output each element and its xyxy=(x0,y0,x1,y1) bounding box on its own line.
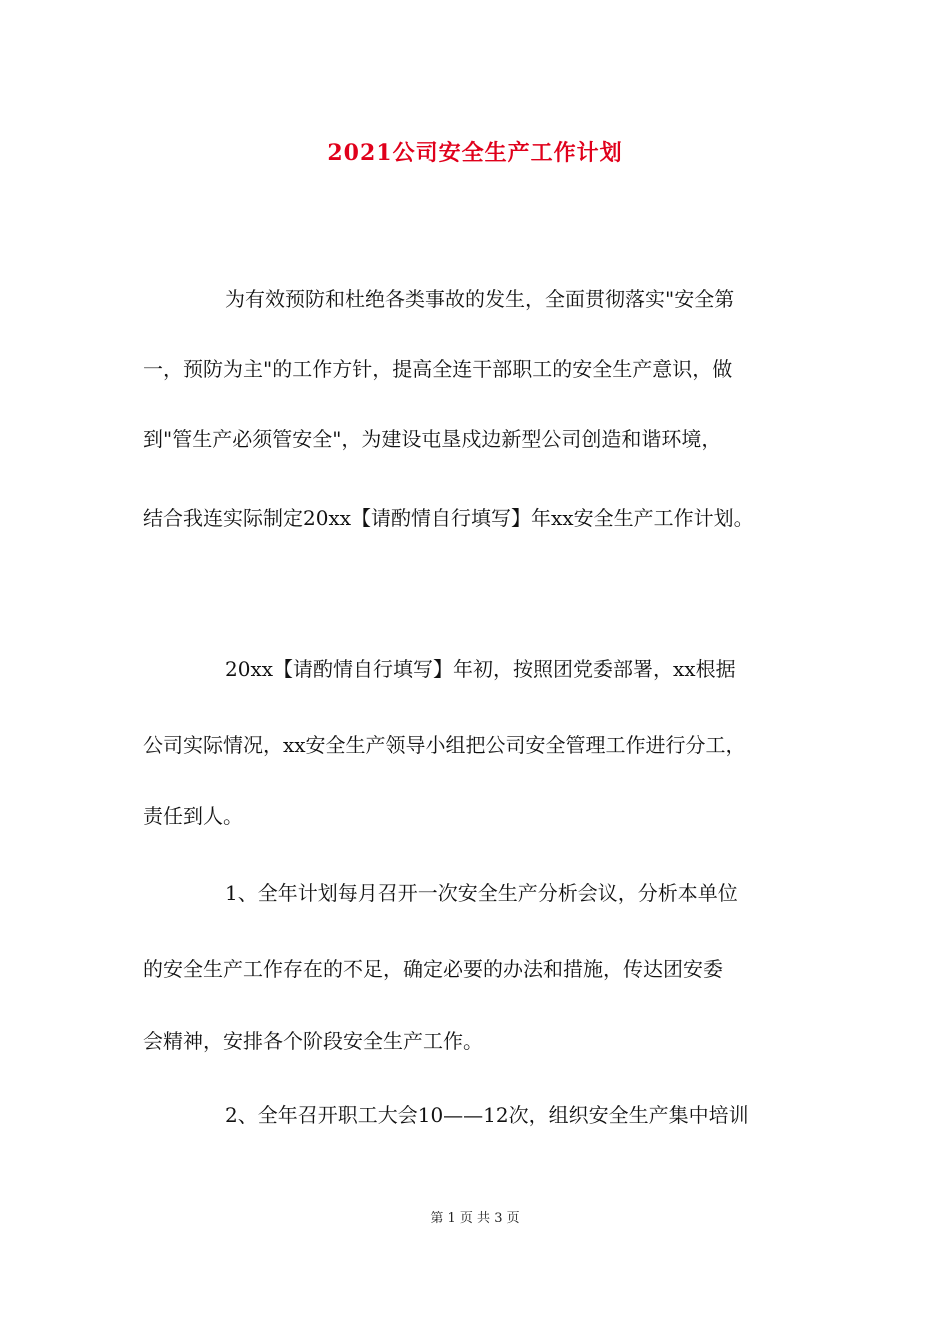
paragraph-line: 到"管生产必须管安全"，为建设屯垦戍边新型公司创造和谐环境， xyxy=(143,427,722,451)
paragraph-line: 20xx【请酌情自行填写】年初，按照团党委部署，xx根据 xyxy=(225,657,736,681)
document-title: 2021公司安全生产工作计划 xyxy=(327,140,623,166)
paragraph-line: 2、全年召开职工大会10——12次，组织安全生产集中培训 xyxy=(225,1103,749,1127)
paragraph-line: 为有效预防和杜绝各类事故的发生，全面贯彻落实"安全第 xyxy=(225,287,735,311)
paragraph-line: 公司实际情况，xx安全生产领导小组把公司安全管理工作进行分工， xyxy=(143,733,746,757)
paragraph-line: 1、全年计划每月召开一次安全生产分析会议，分析本单位 xyxy=(225,881,738,905)
paragraph-line: 会精神，安排各个阶段安全生产工作。 xyxy=(143,1029,483,1053)
paragraph-line: 责任到人。 xyxy=(143,804,243,828)
page-footer: 第 1 页 共 3 页 xyxy=(430,1211,520,1226)
paragraph-line: 结合我连实际制定20xx【请酌情自行填写】年xx安全生产工作计划。 xyxy=(143,506,754,530)
paragraph-line: 的安全生产工作存在的不足，确定必要的办法和措施，传达团安委 xyxy=(143,957,723,981)
paragraph-line: 一，预防为主"的工作方针，提高全连干部职工的安全生产意识，做 xyxy=(143,357,733,381)
